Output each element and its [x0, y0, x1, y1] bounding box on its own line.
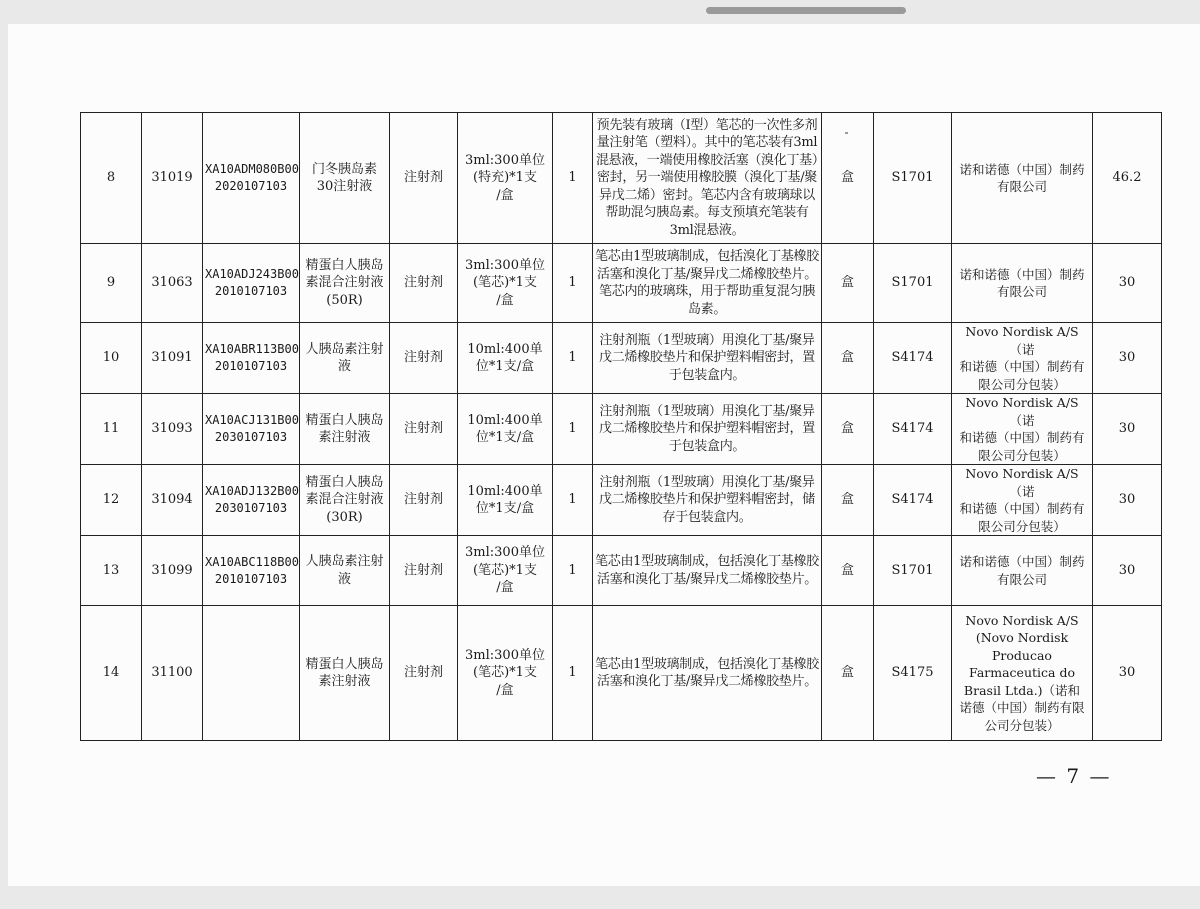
row-number-cell: 8 [81, 113, 142, 244]
manufacturer-cell: Novo Nordisk A/S（诺 和诺德（中国）制药有 限公司分包装） [952, 465, 1093, 536]
specification-cell: 10ml:400单 位*1支/盒 [458, 394, 553, 465]
drug-id-cell [203, 606, 300, 741]
table-row [81, 113, 1162, 244]
row-number-cell: 10 [81, 323, 142, 394]
drug-id-cell: XA10ABR113B00 2010107103 [203, 323, 300, 394]
row-number-cell: 12 [81, 465, 142, 536]
price-cell: 30 [1093, 394, 1162, 465]
dosage-form-cell: 注射剂 [390, 394, 458, 465]
package-description-cell: 笔芯由1型玻璃制成，包括溴化丁基橡胶活塞和溴化丁基/聚异戊二烯橡胶垫片。 [593, 606, 822, 741]
price-cell: 46.2 [1093, 113, 1162, 244]
price-cell: 30 [1093, 536, 1162, 606]
specification-cell: 3ml:300单位 (特充)*1支 /盒 [458, 113, 553, 244]
enterprise-code-cell: S4175 [874, 606, 952, 741]
manufacturer-cell: Novo Nordisk A/S（诺 和诺德（中国）制药有 限公司分包装） [952, 394, 1093, 465]
specification-cell: 3ml:300单位 (笔芯)*1支 /盒 [458, 606, 553, 741]
manufacturer-cell: Novo Nordisk A/S（诺 和诺德（中国）制药有 限公司分包装） [952, 323, 1093, 394]
product-code-cell: 31100 [142, 606, 203, 741]
package-description-cell: 笔芯由1型玻璃制成，包括溴化丁基橡胶活塞和溴化丁基/聚异戊二烯橡胶垫片。 [593, 536, 822, 606]
row-number-cell: 14 [81, 606, 142, 741]
drug-name-cell: 人胰岛素注射 液 [300, 323, 390, 394]
page-number: — 7 — [1036, 764, 1112, 788]
package-unit-cell: 盒 [822, 536, 874, 606]
manufacturer-cell: 诺和诺德（中国）制药 有限公司 [952, 113, 1093, 244]
dosage-form-cell: 注射剂 [390, 323, 458, 394]
drug-id-cell: XA10ADJ243B00 2010107103 [203, 244, 300, 323]
specification-cell: 10ml:400单 位*1支/盒 [458, 323, 553, 394]
package-unit-cell: 盒 [822, 465, 874, 536]
row-number-cell: 11 [81, 394, 142, 465]
drug-name-cell: 精蛋白人胰岛 素混合注射液 (30R) [300, 465, 390, 536]
scroll-handle[interactable] [706, 7, 906, 14]
dosage-form-cell: 注射剂 [390, 465, 458, 536]
row-number-cell: 9 [81, 244, 142, 323]
drug-id-cell: XA10ACJ131B00 2030107103 [203, 394, 300, 465]
quantity-cell: 1 [553, 113, 593, 244]
drug-name-cell: 人胰岛素注射 液 [300, 536, 390, 606]
product-code-cell: 31019 [142, 113, 203, 244]
product-code-cell: 31093 [142, 394, 203, 465]
enterprise-code-cell: S4174 [874, 394, 952, 465]
dosage-form-cell: 注射剂 [390, 606, 458, 741]
quantity-cell: 1 [553, 536, 593, 606]
drug-id-cell: XA10ABC118B00 2010107103 [203, 536, 300, 606]
drug-name-cell: 精蛋白人胰岛 素注射液 [300, 606, 390, 741]
package-unit-cell: 盒 [822, 606, 874, 741]
drug-name-cell: 精蛋白人胰岛 素混合注射液 (50R) [300, 244, 390, 323]
package-description-cell: 注射剂瓶（1型玻璃）用溴化丁基/聚异戊二烯橡胶垫片和保护塑料帽密封，置于包装盒内。 [593, 323, 822, 394]
table-row [81, 465, 1162, 536]
enterprise-code-cell: S1701 [874, 536, 952, 606]
package-description-cell: 笔芯由1型玻璃制成，包括溴化丁基橡胶活塞和溴化丁基/聚异戊二烯橡胶垫片。笔芯内的玻璃珠，用于帮助重复混匀胰岛素。 [593, 244, 822, 323]
specification-cell: 10ml:400单 位*1支/盒 [458, 465, 553, 536]
dosage-form-cell: 注射剂 [390, 536, 458, 606]
package-unit-cell: 盒 [822, 244, 874, 323]
enterprise-code-cell: S1701 [874, 244, 952, 323]
price-cell: 30 [1093, 606, 1162, 741]
price-cell: 30 [1093, 323, 1162, 394]
manufacturer-cell: 诺和诺德（中国）制药 有限公司 [952, 244, 1093, 323]
product-code-cell: 31091 [142, 323, 203, 394]
table-row [81, 394, 1162, 465]
drug-name-cell: 门冬胰岛素 30注射液 [300, 113, 390, 244]
drug-table [80, 112, 1162, 741]
manufacturer-cell: 诺和诺德（中国）制药 有限公司 [952, 536, 1093, 606]
dosage-form-cell: 注射剂 [390, 113, 458, 244]
enterprise-code-cell: S1701 [874, 113, 952, 244]
dosage-form-cell: 注射剂 [390, 244, 458, 323]
specification-cell: 3ml:300单位 (笔芯)*1支 /盒 [458, 536, 553, 606]
product-code-cell: 31063 [142, 244, 203, 323]
product-code-cell: 31094 [142, 465, 203, 536]
quantity-cell: 1 [553, 394, 593, 465]
package-description-cell: 注射剂瓶（1型玻璃）用溴化丁基/聚异戊二烯橡胶垫片和保护塑料帽密封，置于包装盒内。 [593, 394, 822, 465]
drug-id-cell: XA10ADJ132B00 2030107103 [203, 465, 300, 536]
price-cell: 30 [1093, 244, 1162, 323]
drug-id-cell: XA10ADM080B00 2020107103 [203, 113, 300, 244]
manufacturer-cell: Novo Nordisk A/S (Novo Nordisk Producao Farmaceutica do Brasil Ltda.)（诺和 诺德（中国）制药有限 公司分包装） [952, 606, 1093, 741]
quantity-cell: 1 [553, 606, 593, 741]
row-number-cell: 13 [81, 536, 142, 606]
enterprise-code-cell: S4174 [874, 323, 952, 394]
quantity-cell: 1 [553, 244, 593, 323]
enterprise-code-cell: S4174 [874, 465, 952, 536]
table-row [81, 606, 1162, 741]
package-description-cell: 预先装有玻璃（Ⅰ型）笔芯的一次性多剂量注射笔（塑料）。其中的笔芯装有3ml混悬液，一端使用橡胶活塞（溴化丁基）密封，另一端使用橡胶膜（溴化丁基/聚异戊二烯）密封。笔芯内含有玻璃球以帮助混匀胰岛素。每支预填充笔装有3ml混悬液。 [593, 113, 822, 244]
table-row [81, 536, 1162, 606]
package-unit-cell: 盒 [822, 113, 874, 244]
table-row [81, 244, 1162, 323]
drug-name-cell: 精蛋白人胰岛 素注射液 [300, 394, 390, 465]
price-cell: 30 [1093, 465, 1162, 536]
product-code-cell: 31099 [142, 536, 203, 606]
quantity-cell: 1 [553, 323, 593, 394]
specification-cell: 3ml:300单位 (笔芯)*1支 /盒 [458, 244, 553, 323]
quantity-cell: 1 [553, 465, 593, 536]
table-row [81, 323, 1162, 394]
package-unit-cell: 盒 [822, 394, 874, 465]
package-unit-cell: 盒 [822, 323, 874, 394]
package-description-cell: 注射剂瓶（1型玻璃）用溴化丁基/聚异戊二烯橡胶垫片和保护塑料帽密封，储存于包装盒内。 [593, 465, 822, 536]
